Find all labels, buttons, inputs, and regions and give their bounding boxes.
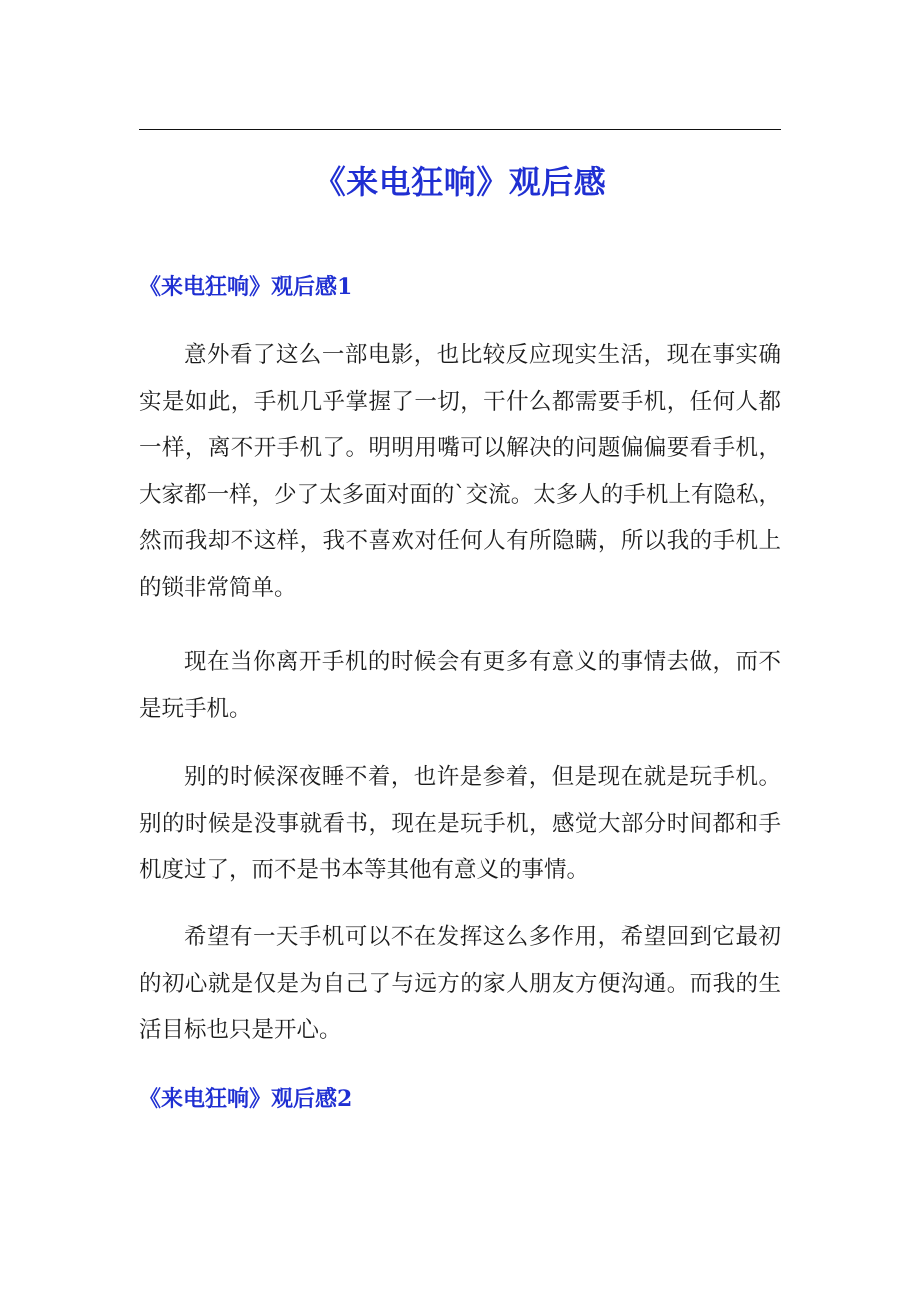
paragraph-1: 意外看了这么一部电影，也比较反应现实生活，现在事实确实是如此，手机几乎掌握了一切，干什么都需要手机，任何人都一样，离不开手机了。明明用嘴可以解决的问题偏偏要看手机，大家都一样，少了太多面对面的`交流。太多人的手机上有隐私，然而我却不这样，我不喜欢对任何人有所隐瞒，所以我的手机上的锁非常简单。 [139,342,781,601]
paragraph-3: 别的时候深夜睡不着，也许是参着，但是现在就是玩手机。别的时候是没事就看书，现在是玩手机，感觉大部分时间都和手机度过了，而不是书本等其他有意义的事情。 [139,764,781,883]
section-heading-2: 《来电狂响》观后感2 [139,1086,353,1112]
header-rule [139,129,781,130]
paragraph-4: 希望有一天手机可以不在发挥这么多作用，希望回到它最初的初心就是仅是为自己了与远方的家人朋友方便沟通。而我的生活目标也只是开心。 [139,924,781,1043]
section-heading-1: 《来电狂响》观后感1 [139,274,353,300]
paragraph-2: 现在当你离开手机的时候会有更多有意义的事情去做，而不是玩手机。 [139,649,781,722]
document-title: 《来电狂响》观后感 [313,163,607,201]
